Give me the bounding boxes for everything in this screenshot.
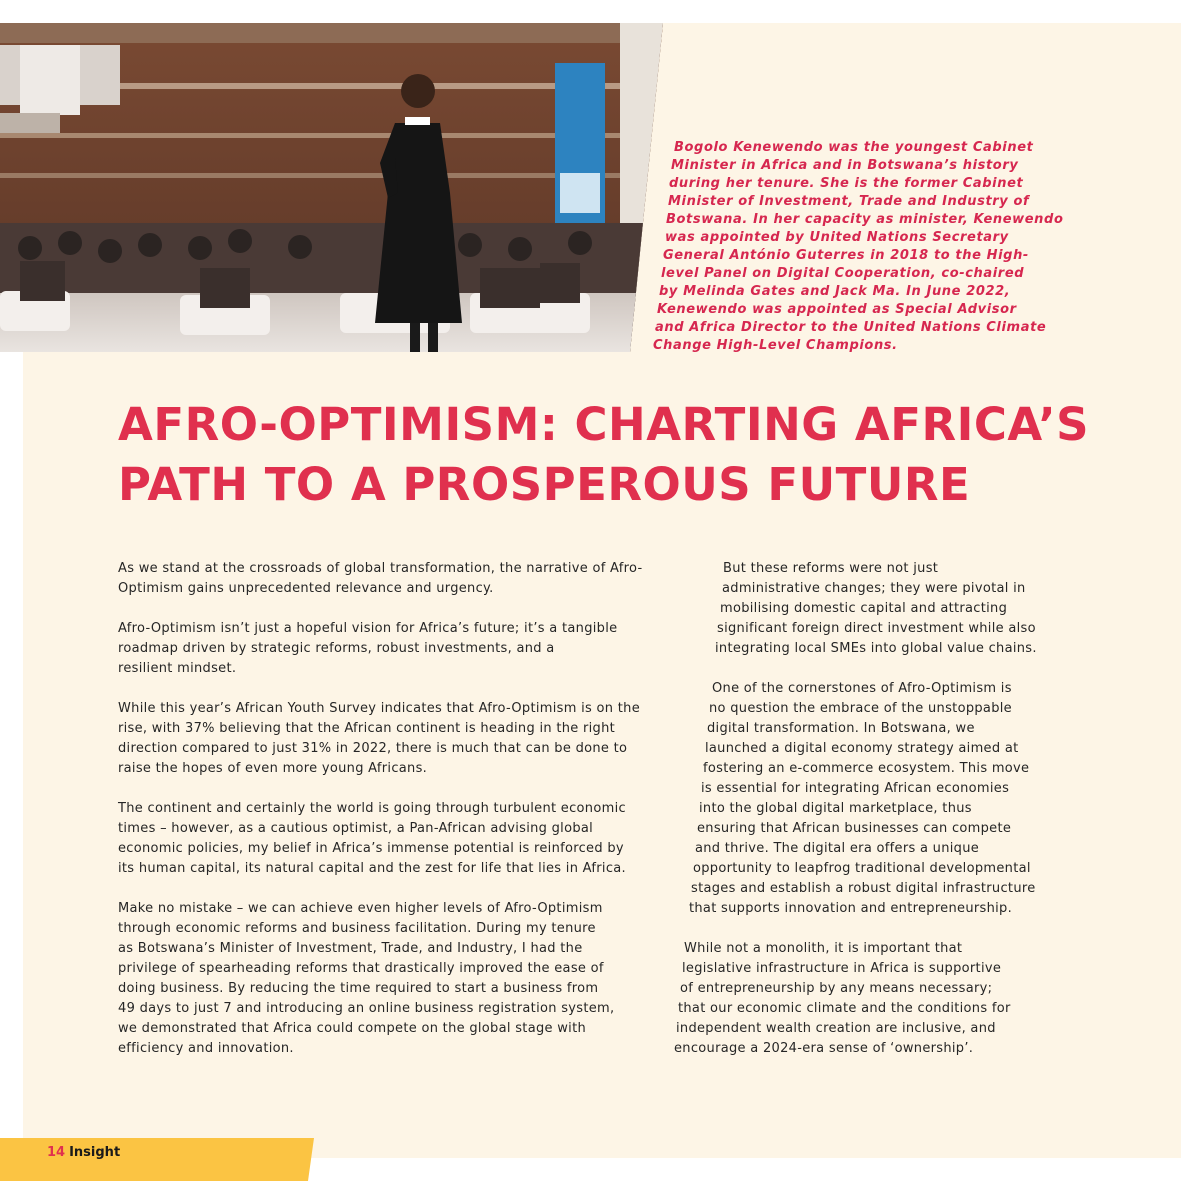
caption-line: Minister in Africa and in Botswana’s history xyxy=(671,158,1019,173)
caption-line: Change High-Level Champions. xyxy=(653,338,898,353)
text-line: One of the cornerstones of Afro-Optimism is xyxy=(712,681,1012,696)
text-line: The continent and certainly the world is going through turbulent economic xyxy=(118,801,626,816)
section-name: Insight xyxy=(69,1145,121,1160)
paragraph xyxy=(118,619,688,679)
text-line: administrative changes; they were pivotal in xyxy=(722,581,1026,596)
text-line: rise, with 37% believing that the African continent is heading in the right xyxy=(118,721,616,736)
text-line: economic policies, my belief in Africa’s immense potential is reinforced by xyxy=(118,841,624,856)
text-line: Make no mistake – we can achieve even higher levels of Afro-Optimism xyxy=(118,901,603,916)
text-line: But these reforms were not just xyxy=(723,561,939,576)
caption-line: by Melinda Gates and Jack Ma. In June 2022, xyxy=(659,284,1011,299)
text-line: raise the hopes of even more young Africans. xyxy=(118,761,428,776)
page-number: 14 xyxy=(47,1145,66,1160)
text-line: digital transformation. In Botswana, we xyxy=(707,721,975,736)
text-line: fostering an e-commerce ecosystem. This move xyxy=(703,761,1030,776)
caption-line: Kenewendo was appointed as Special Advisor xyxy=(657,302,1017,317)
caption-line: level Panel on Digital Cooperation, co-chaired xyxy=(661,266,1025,281)
paragraph xyxy=(118,799,688,879)
caption-line: was appointed by United Nations Secretary xyxy=(665,230,1009,245)
headline-line-1: AFRO-OPTIMISM: CHARTING AFRICA’S xyxy=(118,398,1090,451)
caption-line: Bogolo Kenewendo was the youngest Cabinet xyxy=(674,140,1034,155)
text-line: into the global digital marketplace, thus xyxy=(699,801,972,816)
caption-line: during her tenure. She is the former Cabinet xyxy=(669,176,1024,191)
text-line: that our economic climate and the conditions for xyxy=(678,1001,1011,1016)
text-line: that supports innovation and entrepreneurship. xyxy=(689,901,1013,916)
caption-line: Botswana. In her capacity as minister, Kenewendo xyxy=(666,212,1064,227)
text-line: independent wealth creation are inclusive, and xyxy=(676,1021,996,1036)
text-line: opportunity to leapfrog traditional developmental xyxy=(693,861,1031,876)
text-line: doing business. By reducing the time required to start a business from xyxy=(118,981,599,996)
text-line: as Botswana’s Minister of Investment, Trade, and Industry, I had the xyxy=(118,941,583,956)
caption-line: General António Guterres in 2018 to the High- xyxy=(663,248,1029,263)
text-line: no question the embrace of the unstoppable xyxy=(709,701,1012,716)
text-line: launched a digital economy strategy aimed at xyxy=(705,741,1019,756)
text-line: While not a monolith, it is important that xyxy=(684,941,963,956)
text-line: significant foreign direct investment while also xyxy=(717,621,1036,636)
text-line: legislative infrastructure in Africa is supportive xyxy=(682,961,1002,976)
text-line: encourage a 2024-era sense of ‘ownership’. xyxy=(674,1041,974,1056)
text-line: of entrepreneurship by any means necessary; xyxy=(680,981,993,996)
text-line: While this year’s African Youth Survey indicates that Afro-Optimism is on the xyxy=(118,701,641,716)
paragraph xyxy=(118,559,688,599)
article-headline xyxy=(118,395,1118,515)
text-line: is essential for integrating African economies xyxy=(701,781,1010,796)
text-line: times – however, as a cautious optimist, a Pan-African advising global xyxy=(118,821,594,836)
text-line: integrating local SMEs into global value chains. xyxy=(715,641,1037,656)
text-line: stages and establish a robust digital infrastructure xyxy=(691,881,1036,896)
text-line: privilege of spearheading reforms that drastically improved the ease of xyxy=(118,961,604,976)
speaker-at-conference-image xyxy=(0,23,663,352)
text-line: through economic reforms and business facilitation. During my tenure xyxy=(118,921,596,936)
text-line: ensuring that African businesses can compete xyxy=(697,821,1012,836)
text-line: direction compared to just 31% in 2022, there is much that can be done to xyxy=(118,741,628,756)
text-line: mobilising domestic capital and attracting xyxy=(720,601,1008,616)
text-line: and thrive. The digital era offers a unique xyxy=(695,841,980,856)
text-line: efficiency and innovation. xyxy=(118,1041,294,1056)
conference-photo xyxy=(0,23,663,352)
text-line: 49 days to just 7 and introducing an online business registration system, xyxy=(118,1001,615,1016)
paragraph xyxy=(118,699,688,779)
text-line: its human capital, its natural capital and the zest for life that lies in Africa. xyxy=(118,861,626,876)
text-line: As we stand at the crossroads of global transformation, the narrative of Afro- xyxy=(118,561,643,576)
caption-line: Minister of Investment, Trade and Industry of xyxy=(668,194,1030,209)
text-line: resilient mindset. xyxy=(118,661,237,676)
text-line: Optimism gains unprecedented relevance and urgency. xyxy=(118,581,494,596)
headline-line-2: PATH TO A PROSPEROUS FUTURE xyxy=(118,458,971,511)
paragraph xyxy=(118,899,688,1059)
left-text-column xyxy=(118,559,688,1079)
text-line: Afro-Optimism isn’t just a hopeful vision for Africa’s future; it’s a tangible xyxy=(118,621,618,636)
text-line: roadmap driven by strategic reforms, robust investments, and a xyxy=(118,641,555,656)
text-line: we demonstrated that Africa could compete on the global stage with xyxy=(118,1021,587,1036)
caption-line: and Africa Director to the United Nations Climate xyxy=(655,320,1047,335)
footer-label xyxy=(47,1144,120,1162)
